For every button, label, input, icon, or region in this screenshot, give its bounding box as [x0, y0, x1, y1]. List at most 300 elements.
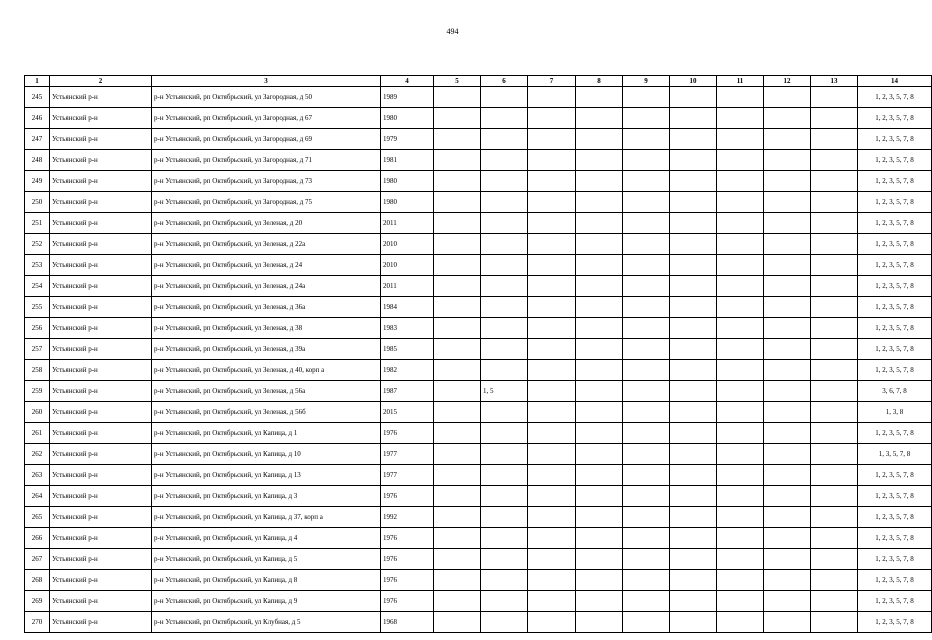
cell-district: Устьянский р-н [50, 444, 152, 465]
cell-col-10 [670, 297, 717, 318]
cell-col-8 [576, 129, 623, 150]
cell-col-11 [717, 381, 764, 402]
cell-col-7 [528, 129, 576, 150]
table-row [25, 444, 932, 465]
cell-col-7 [528, 465, 576, 486]
cell-col-6 [481, 213, 528, 234]
cell-col-6 [481, 318, 528, 339]
cell-col-11 [717, 360, 764, 381]
column-header-8: 8 [576, 76, 623, 87]
cell-year: 1977 [381, 444, 434, 465]
cell-col-12 [764, 444, 811, 465]
cell-col-9 [623, 360, 670, 381]
cell-year: 1989 [381, 87, 434, 108]
cell-col-8 [576, 87, 623, 108]
cell-col-13 [811, 276, 858, 297]
cell-col-12 [764, 129, 811, 150]
cell-col-7 [528, 444, 576, 465]
cell-col-6 [481, 171, 528, 192]
cell-district: Устьянский р-н [50, 339, 152, 360]
cell-criteria: 1, 2, 3, 5, 7, 8 [858, 339, 932, 360]
cell-col-9 [623, 192, 670, 213]
cell-criteria: 1, 3, 8 [858, 402, 932, 423]
cell-col-7 [528, 150, 576, 171]
cell-col-13 [811, 192, 858, 213]
cell-row-number: 258 [25, 360, 50, 381]
cell-col-7 [528, 87, 576, 108]
cell-col-13 [811, 486, 858, 507]
cell-col-10 [670, 402, 717, 423]
cell-col-8 [576, 297, 623, 318]
cell-col-9 [623, 381, 670, 402]
cell-col-7 [528, 612, 576, 633]
cell-col-13 [811, 297, 858, 318]
cell-col-9 [623, 591, 670, 612]
column-header-14: 14 [858, 76, 932, 87]
cell-col-9 [623, 444, 670, 465]
column-header-1: 1 [25, 76, 50, 87]
cell-address: р-н Устьянский, рп Октябрьский, ул Капица, д 13 [152, 465, 381, 486]
cell-address: р-н Устьянский, рп Октябрьский, ул Капица, д 5 [152, 549, 381, 570]
housing-registry-table [24, 75, 932, 633]
cell-address: р-н Устьянский, рп Октябрьский, ул Зеленая, д 20 [152, 213, 381, 234]
cell-col-13 [811, 255, 858, 276]
cell-col-6 [481, 528, 528, 549]
cell-row-number: 266 [25, 528, 50, 549]
cell-col-12 [764, 150, 811, 171]
cell-col-9 [623, 276, 670, 297]
cell-col-9 [623, 465, 670, 486]
cell-district: Устьянский р-н [50, 129, 152, 150]
cell-criteria: 1, 2, 3, 5, 7, 8 [858, 87, 932, 108]
cell-criteria: 1, 2, 3, 5, 7, 8 [858, 171, 932, 192]
cell-col-5 [434, 549, 481, 570]
cell-criteria: 1, 2, 3, 5, 7, 8 [858, 255, 932, 276]
cell-col-13 [811, 528, 858, 549]
cell-col-7 [528, 255, 576, 276]
cell-year: 1976 [381, 423, 434, 444]
cell-col-11 [717, 276, 764, 297]
cell-address: р-н Устьянский, рп Октябрьский, ул Клубная, д 5 [152, 612, 381, 633]
cell-year: 1976 [381, 570, 434, 591]
cell-col-5 [434, 297, 481, 318]
cell-district: Устьянский р-н [50, 234, 152, 255]
cell-address: р-н Устьянский, рп Октябрьский, ул Загородная, д 69 [152, 129, 381, 150]
cell-col-11 [717, 402, 764, 423]
cell-col-12 [764, 255, 811, 276]
cell-col-6 [481, 255, 528, 276]
cell-col-8 [576, 171, 623, 192]
cell-address: р-н Устьянский, рп Октябрьский, ул Загородная, д 75 [152, 192, 381, 213]
cell-row-number: 261 [25, 423, 50, 444]
cell-year: 1980 [381, 192, 434, 213]
cell-col-7 [528, 339, 576, 360]
cell-col-10 [670, 150, 717, 171]
cell-col-5 [434, 192, 481, 213]
cell-col-13 [811, 465, 858, 486]
cell-col-13 [811, 234, 858, 255]
cell-col-12 [764, 549, 811, 570]
cell-criteria: 1, 2, 3, 5, 7, 8 [858, 276, 932, 297]
cell-col-6 [481, 549, 528, 570]
cell-col-8 [576, 612, 623, 633]
cell-address: р-н Устьянский, рп Октябрьский, ул Зеленая, д 56а [152, 381, 381, 402]
cell-district: Устьянский р-н [50, 255, 152, 276]
cell-col-13 [811, 381, 858, 402]
cell-district: Устьянский р-н [50, 171, 152, 192]
cell-col-8 [576, 570, 623, 591]
cell-year: 1977 [381, 465, 434, 486]
cell-col-10 [670, 213, 717, 234]
column-header-2: 2 [50, 76, 152, 87]
cell-col-5 [434, 129, 481, 150]
cell-row-number: 252 [25, 234, 50, 255]
column-header-7: 7 [528, 76, 576, 87]
cell-col-10 [670, 87, 717, 108]
cell-col-8 [576, 423, 623, 444]
cell-col-12 [764, 318, 811, 339]
cell-district: Устьянский р-н [50, 150, 152, 171]
cell-col-6 [481, 297, 528, 318]
column-header-6: 6 [481, 76, 528, 87]
cell-address: р-н Устьянский, рп Октябрьский, ул Зеленая, д 24 [152, 255, 381, 276]
cell-col-9 [623, 528, 670, 549]
cell-col-6 [481, 129, 528, 150]
cell-col-5 [434, 171, 481, 192]
cell-col-11 [717, 213, 764, 234]
cell-col-10 [670, 444, 717, 465]
cell-col-9 [623, 150, 670, 171]
table-row [25, 360, 932, 381]
cell-col-6 [481, 486, 528, 507]
cell-col-7 [528, 381, 576, 402]
cell-col-9 [623, 297, 670, 318]
cell-district: Устьянский р-н [50, 192, 152, 213]
cell-district: Устьянский р-н [50, 591, 152, 612]
cell-col-9 [623, 171, 670, 192]
cell-year: 1981 [381, 150, 434, 171]
cell-col-5 [434, 444, 481, 465]
cell-row-number: 247 [25, 129, 50, 150]
cell-col-11 [717, 570, 764, 591]
cell-col-6 [481, 360, 528, 381]
cell-criteria: 1, 2, 3, 5, 7, 8 [858, 360, 932, 381]
cell-criteria: 1, 3, 5, 7, 8 [858, 444, 932, 465]
cell-row-number: 264 [25, 486, 50, 507]
table-row [25, 570, 932, 591]
cell-col-12 [764, 360, 811, 381]
cell-criteria: 1, 2, 3, 5, 7, 8 [858, 129, 932, 150]
column-header-10: 10 [670, 76, 717, 87]
cell-address: р-н Устьянский, рп Октябрьский, ул Загородная, д 73 [152, 171, 381, 192]
cell-col-13 [811, 612, 858, 633]
cell-year: 1976 [381, 528, 434, 549]
cell-col-8 [576, 318, 623, 339]
cell-col-9 [623, 486, 670, 507]
cell-col-12 [764, 612, 811, 633]
cell-col-8 [576, 360, 623, 381]
cell-col-7 [528, 402, 576, 423]
cell-year: 1979 [381, 129, 434, 150]
cell-col-11 [717, 444, 764, 465]
cell-col-7 [528, 276, 576, 297]
cell-col-10 [670, 591, 717, 612]
cell-col-12 [764, 402, 811, 423]
cell-col-9 [623, 339, 670, 360]
cell-col-7 [528, 570, 576, 591]
cell-year: 1987 [381, 381, 434, 402]
cell-criteria: 1, 2, 3, 5, 7, 8 [858, 507, 932, 528]
cell-col-5 [434, 465, 481, 486]
table-header [25, 76, 932, 87]
cell-address: р-н Устьянский, рп Октябрьский, ул Зеленая, д 40, корп а [152, 360, 381, 381]
table-row [25, 549, 932, 570]
cell-col-13 [811, 360, 858, 381]
cell-year: 2011 [381, 213, 434, 234]
cell-address: р-н Устьянский, рп Октябрьский, ул Загородная, д 67 [152, 108, 381, 129]
column-header-11: 11 [717, 76, 764, 87]
cell-row-number: 249 [25, 171, 50, 192]
table-row [25, 87, 932, 108]
cell-address: р-н Устьянский, рп Октябрьский, ул Загородная, д 50 [152, 87, 381, 108]
cell-year: 2011 [381, 276, 434, 297]
cell-year: 1984 [381, 297, 434, 318]
cell-col-8 [576, 339, 623, 360]
cell-col-10 [670, 192, 717, 213]
cell-criteria: 1, 2, 3, 5, 7, 8 [858, 213, 932, 234]
table-row [25, 339, 932, 360]
cell-col-6 [481, 402, 528, 423]
cell-year: 1983 [381, 318, 434, 339]
column-header-5: 5 [434, 76, 481, 87]
cell-col-11 [717, 486, 764, 507]
cell-col-7 [528, 591, 576, 612]
cell-col-10 [670, 570, 717, 591]
cell-criteria: 1, 2, 3, 5, 7, 8 [858, 423, 932, 444]
cell-col-5 [434, 318, 481, 339]
cell-col-8 [576, 381, 623, 402]
cell-col-11 [717, 108, 764, 129]
cell-col-12 [764, 486, 811, 507]
cell-col-11 [717, 339, 764, 360]
cell-col-6 [481, 465, 528, 486]
cell-district: Устьянский р-н [50, 423, 152, 444]
cell-col-7 [528, 360, 576, 381]
cell-col-12 [764, 465, 811, 486]
cell-criteria: 1, 2, 3, 5, 7, 8 [858, 612, 932, 633]
cell-col-11 [717, 150, 764, 171]
cell-col-6 [481, 108, 528, 129]
cell-col-9 [623, 108, 670, 129]
page-number: 494 [446, 27, 459, 36]
cell-year: 1976 [381, 549, 434, 570]
cell-col-5 [434, 255, 481, 276]
table-row [25, 129, 932, 150]
cell-row-number: 259 [25, 381, 50, 402]
cell-col-8 [576, 234, 623, 255]
cell-col-5 [434, 402, 481, 423]
cell-col-6 [481, 192, 528, 213]
cell-year: 1982 [381, 360, 434, 381]
cell-criteria: 1, 2, 3, 5, 7, 8 [858, 549, 932, 570]
cell-col-7 [528, 507, 576, 528]
cell-col-13 [811, 87, 858, 108]
cell-col-9 [623, 255, 670, 276]
cell-col-10 [670, 423, 717, 444]
cell-row-number: 253 [25, 255, 50, 276]
cell-col-12 [764, 591, 811, 612]
cell-col-8 [576, 192, 623, 213]
cell-criteria: 1, 2, 3, 5, 7, 8 [858, 108, 932, 129]
cell-col-5 [434, 87, 481, 108]
cell-col-7 [528, 318, 576, 339]
cell-col-11 [717, 255, 764, 276]
cell-district: Устьянский р-н [50, 87, 152, 108]
cell-col-6 [481, 339, 528, 360]
cell-row-number: 257 [25, 339, 50, 360]
cell-col-11 [717, 549, 764, 570]
cell-col-13 [811, 108, 858, 129]
cell-year: 2015 [381, 402, 434, 423]
table-row [25, 612, 932, 633]
cell-district: Устьянский р-н [50, 465, 152, 486]
cell-col-7 [528, 423, 576, 444]
cell-col-5 [434, 150, 481, 171]
cell-address: р-н Устьянский, рп Октябрьский, ул Зеленая, д 56б [152, 402, 381, 423]
cell-col-5 [434, 339, 481, 360]
cell-address: р-н Устьянский, рп Октябрьский, ул Зеленая, д 36а [152, 297, 381, 318]
cell-criteria: 1, 2, 3, 5, 7, 8 [858, 486, 932, 507]
cell-address: р-н Устьянский, рп Октябрьский, ул Зеленая, д 38 [152, 318, 381, 339]
cell-col-11 [717, 171, 764, 192]
table-row [25, 507, 932, 528]
cell-col-9 [623, 87, 670, 108]
cell-row-number: 270 [25, 612, 50, 633]
cell-col-12 [764, 423, 811, 444]
cell-col-9 [623, 129, 670, 150]
cell-row-number: 265 [25, 507, 50, 528]
cell-col-8 [576, 591, 623, 612]
cell-col-13 [811, 444, 858, 465]
cell-district: Устьянский р-н [50, 276, 152, 297]
cell-col-11 [717, 297, 764, 318]
cell-col-10 [670, 129, 717, 150]
cell-district: Устьянский р-н [50, 360, 152, 381]
cell-col-8 [576, 486, 623, 507]
cell-col-8 [576, 465, 623, 486]
cell-row-number: 250 [25, 192, 50, 213]
cell-district: Устьянский р-н [50, 297, 152, 318]
cell-col-13 [811, 423, 858, 444]
cell-row-number: 260 [25, 402, 50, 423]
cell-address: р-н Устьянский, рп Октябрьский, ул Капица, д 9 [152, 591, 381, 612]
cell-col-12 [764, 339, 811, 360]
cell-criteria: 1, 2, 3, 5, 7, 8 [858, 465, 932, 486]
cell-col-10 [670, 234, 717, 255]
cell-col-13 [811, 507, 858, 528]
cell-year: 1980 [381, 108, 434, 129]
cell-address: р-н Устьянский, рп Октябрьский, ул Зеленая, д 24а [152, 276, 381, 297]
cell-col-10 [670, 360, 717, 381]
column-header-12: 12 [764, 76, 811, 87]
cell-year: 2010 [381, 234, 434, 255]
cell-criteria: 1, 2, 3, 5, 7, 8 [858, 591, 932, 612]
cell-criteria: 3, 6, 7, 8 [858, 381, 932, 402]
cell-address: р-н Устьянский, рп Октябрьский, ул Капица, д 4 [152, 528, 381, 549]
cell-col-12 [764, 213, 811, 234]
cell-address: р-н Устьянский, рп Октябрьский, ул Зеленая, д 39а [152, 339, 381, 360]
table-row [25, 465, 932, 486]
cell-criteria: 1, 2, 3, 5, 7, 8 [858, 192, 932, 213]
cell-col-12 [764, 570, 811, 591]
cell-col-12 [764, 507, 811, 528]
cell-col-11 [717, 192, 764, 213]
cell-col-6 [481, 570, 528, 591]
cell-col-10 [670, 465, 717, 486]
cell-col-11 [717, 423, 764, 444]
cell-row-number: 246 [25, 108, 50, 129]
cell-year: 1985 [381, 339, 434, 360]
cell-district: Устьянский р-н [50, 507, 152, 528]
cell-col-5 [434, 381, 481, 402]
cell-col-9 [623, 213, 670, 234]
cell-col-11 [717, 234, 764, 255]
cell-col-5 [434, 507, 481, 528]
cell-col-13 [811, 402, 858, 423]
cell-district: Устьянский р-н [50, 213, 152, 234]
cell-col-6 [481, 423, 528, 444]
cell-col-7 [528, 234, 576, 255]
cell-col-5 [434, 570, 481, 591]
cell-col-10 [670, 381, 717, 402]
cell-col-8 [576, 528, 623, 549]
cell-col-6 [481, 591, 528, 612]
cell-col-10 [670, 528, 717, 549]
cell-district: Устьянский р-н [50, 528, 152, 549]
table-row [25, 255, 932, 276]
cell-col-5 [434, 108, 481, 129]
cell-col-13 [811, 339, 858, 360]
column-header-4: 4 [381, 76, 434, 87]
cell-col-10 [670, 276, 717, 297]
table-row [25, 297, 932, 318]
table-row [25, 402, 932, 423]
cell-col-5 [434, 612, 481, 633]
cell-col-10 [670, 507, 717, 528]
table-row [25, 528, 932, 549]
table-row [25, 234, 932, 255]
cell-address: р-н Устьянский, рп Октябрьский, ул Капица, д 37, корп а [152, 507, 381, 528]
cell-criteria: 1, 2, 3, 5, 7, 8 [858, 528, 932, 549]
cell-address: р-н Устьянский, рп Октябрьский, ул Капица, д 8 [152, 570, 381, 591]
cell-col-12 [764, 381, 811, 402]
cell-district: Устьянский р-н [50, 318, 152, 339]
column-header-13: 13 [811, 76, 858, 87]
cell-row-number: 256 [25, 318, 50, 339]
cell-col-9 [623, 570, 670, 591]
cell-criteria: 1, 2, 3, 5, 7, 8 [858, 318, 932, 339]
cell-col-7 [528, 549, 576, 570]
cell-row-number: 245 [25, 87, 50, 108]
cell-col-11 [717, 507, 764, 528]
cell-col-13 [811, 318, 858, 339]
cell-col-9 [623, 234, 670, 255]
table-row [25, 213, 932, 234]
cell-col-12 [764, 297, 811, 318]
cell-row-number: 263 [25, 465, 50, 486]
cell-district: Устьянский р-н [50, 402, 152, 423]
table-row [25, 423, 932, 444]
